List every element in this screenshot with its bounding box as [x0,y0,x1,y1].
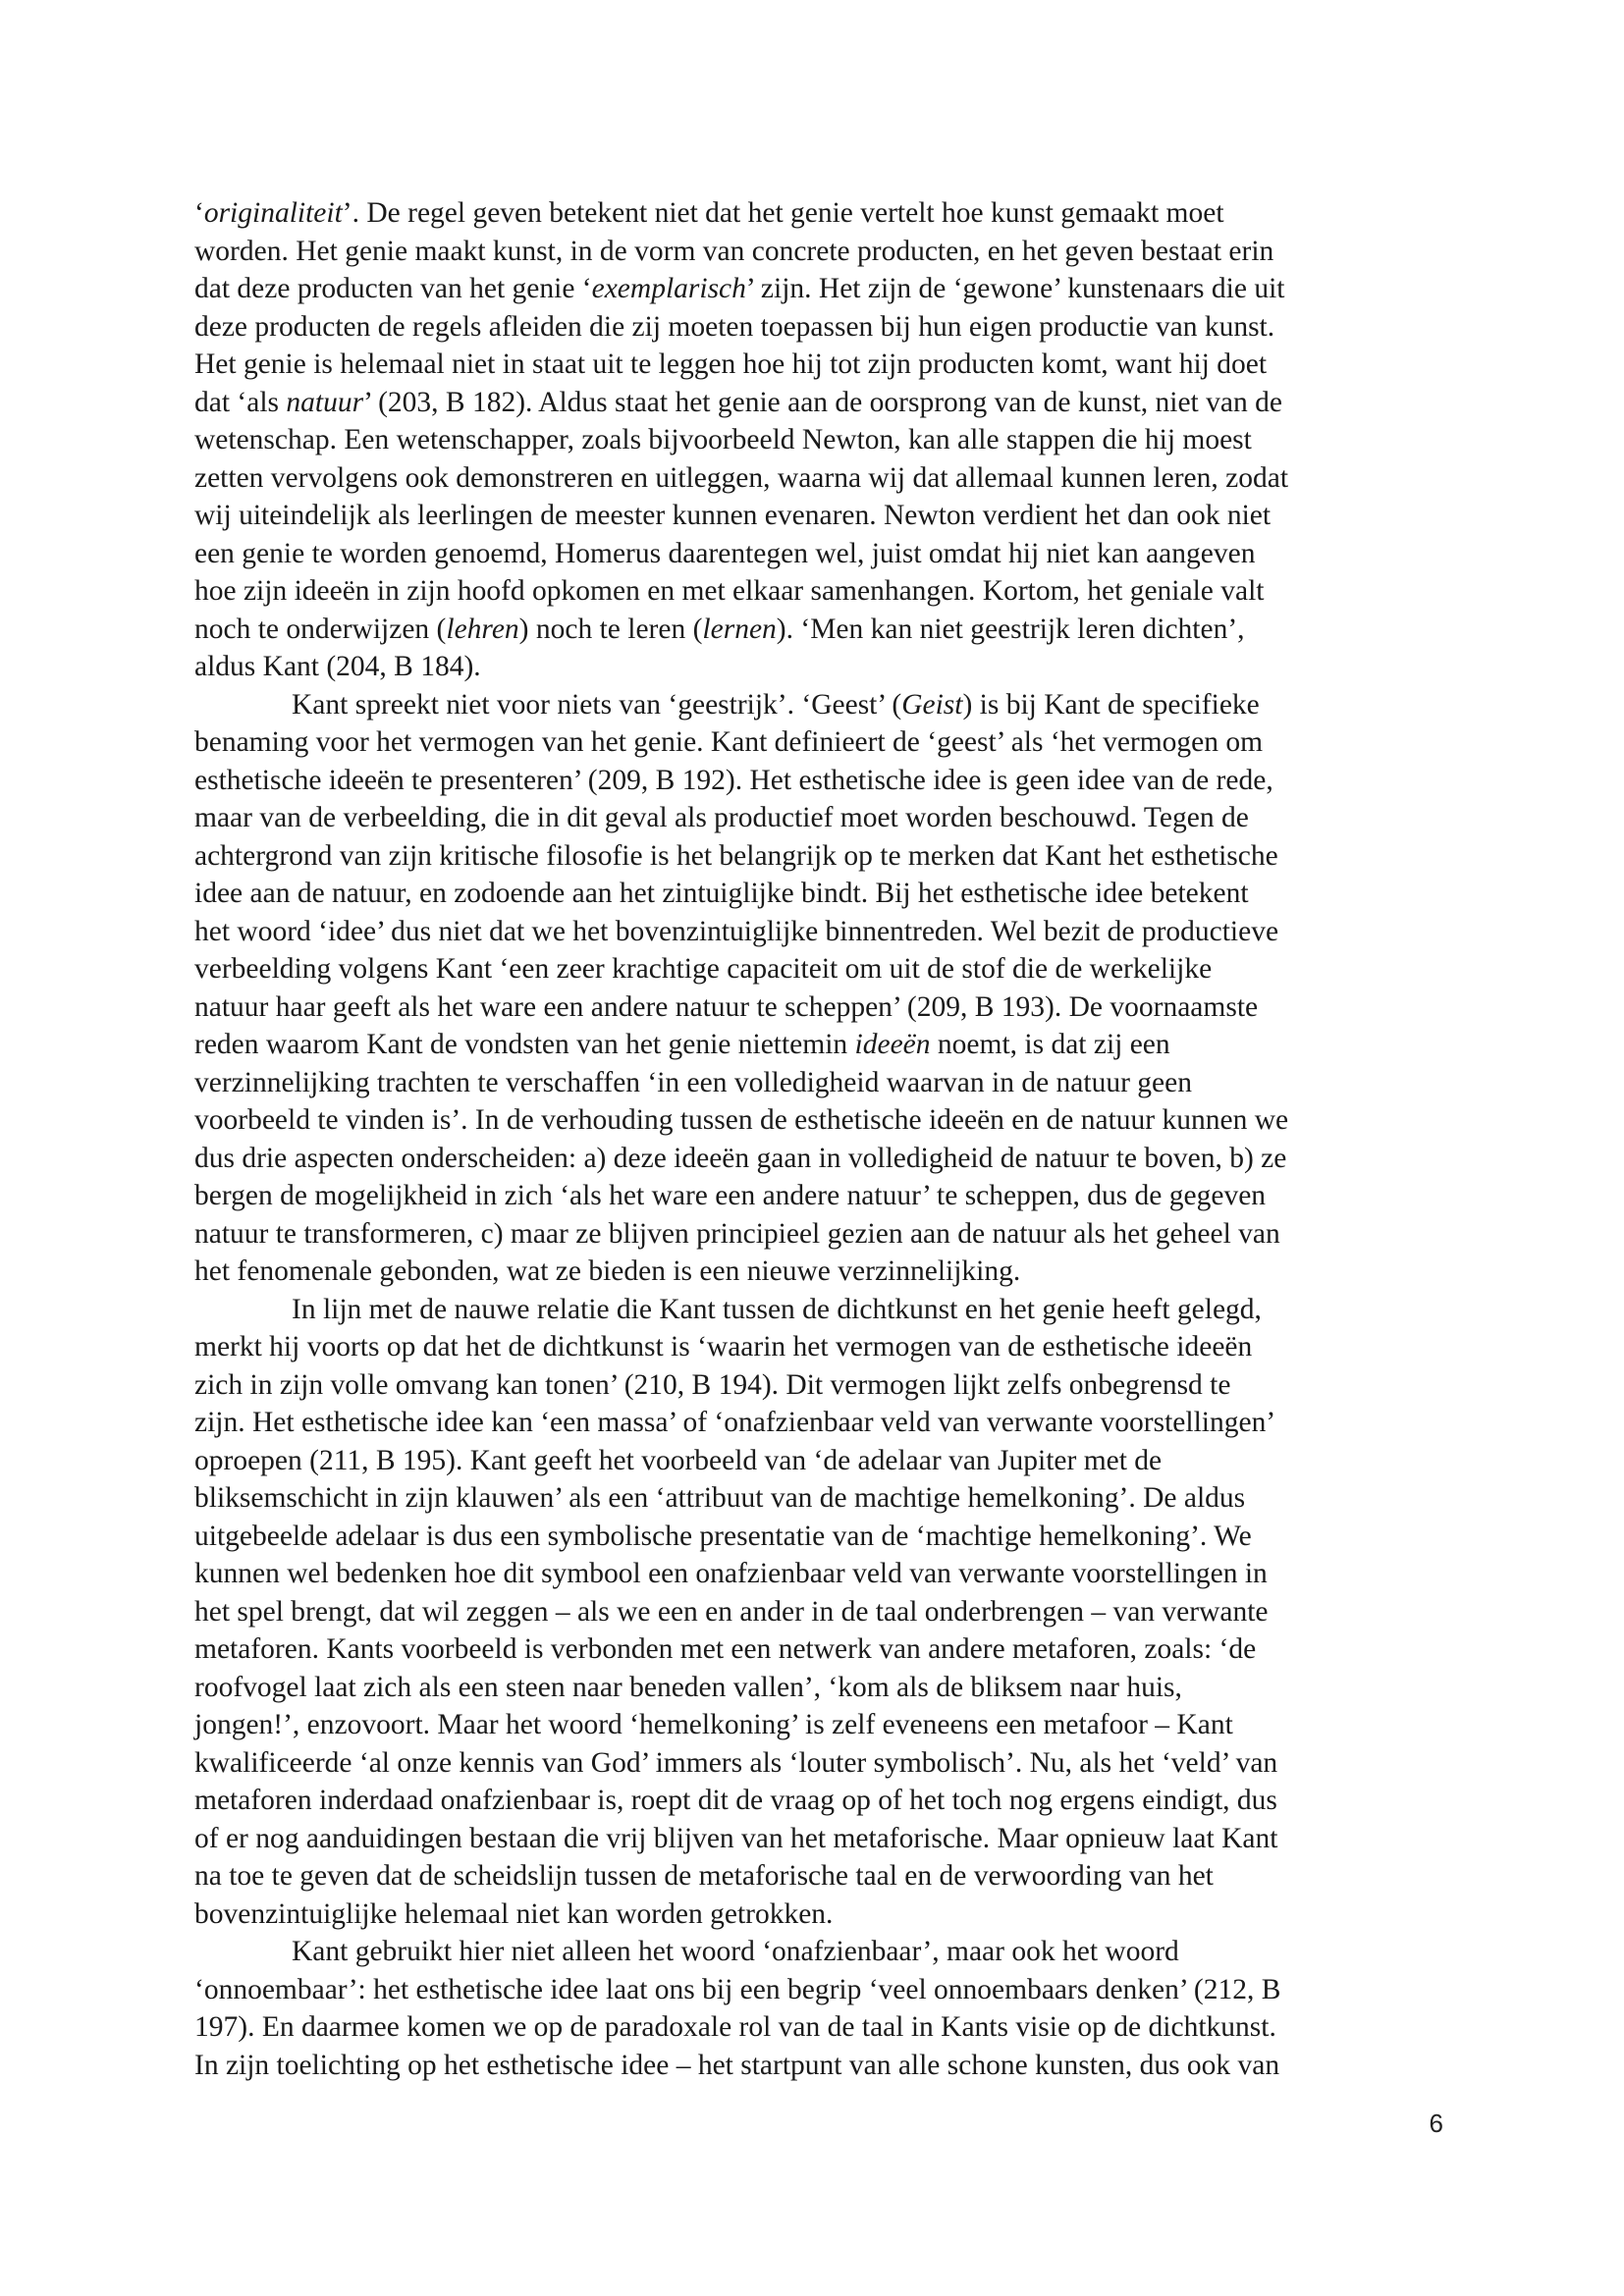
text-line [194,421,1434,459]
text-line [194,535,1434,573]
text-segment: Kant spreekt niet voor niets van ‘geestrijk’. ‘Geest’ ( [292,688,902,721]
text-line [194,611,1434,649]
text-segment: metaforen. Kants voorbeeld is verbonden met een netwerk van andere metaforen, zoals: ‘de [194,1633,1257,1665]
italic-text: lernen [702,613,777,645]
italic-text: natuur [286,386,364,418]
text-line [194,2047,1434,2085]
text-line [194,1555,1434,1593]
italic-text: Geist [901,688,963,721]
text-line [194,1366,1434,1405]
text-segment: het fenomenale gebonden, wat ze bieden is een nieuwe verzinnelijking. [194,1255,1021,1287]
text-segment: natuur haar geeft als het ware een andere natuur te scheppen’ (209, B 193). De voornaamste [194,990,1259,1023]
text-line [194,308,1434,347]
text-segment: verbeelding volgens Kant ‘een zeer krachtige capaciteit om uit de stof die de werkelijke [194,953,1213,985]
text-line [194,2008,1434,2047]
text-segment: wetenschap. Een wetenschapper, zoals bijvoorbeeld Newton, kan alle stappen die hij moest [194,424,1252,455]
text-line [194,1782,1434,1820]
text-segment: ‘onnoembaar’: het esthetische idee laat ons bij een begrip ‘veel onnoembaars denken’ (212, B [194,1973,1281,2005]
text-segment: bovenzintuiglijke helemaal niet kan worden getrokken. [194,1897,834,1930]
text-line [194,1820,1434,1858]
text-segment: het spel brengt, dat wil zeggen – als we een en ander in de taal onderbrengen – van verwante [194,1595,1269,1628]
text-segment: In lijn met de nauwe relatie die Kant tussen de dichtkunst en het genie heeft gelegd, [292,1293,1262,1325]
text-segment: natuur te transformeren, c) maar ze blijven principieel gezien aan de natuur als het geheel van [194,1217,1280,1250]
text-line [194,572,1434,611]
text-segment: achtergrond van zijn kritische filosofie is het belangrijk op te merken dat Kant het esthetische [194,839,1278,872]
text-line [194,1215,1434,1254]
text-line [194,1744,1434,1783]
text-segment: maar van de verbeelding, die in dit geval als productief moet worden beschouwd. Tegen de [194,802,1249,833]
text-segment: hoe zijn ideeën in zijn hoofd opkomen en met elkaar samenhangen. Kortom, het geniale valt [194,575,1265,607]
italic-text: ideeën [854,1029,931,1060]
text-line [194,723,1434,762]
italic-text: originaliteit [203,197,343,229]
text-line [194,913,1434,951]
text-line [194,648,1434,686]
text-line [194,459,1434,498]
text-segment: voorbeeld te vinden is’. In de verhouding tussen de esthetische ideeën en de natuur kunnen we [194,1104,1289,1136]
text-segment: ) is bij Kant de specifieke [962,688,1260,721]
text-segment: uitgebeelde adelaar is dus een symbolische presentatie van de ‘machtige hemelkoning’. We [194,1520,1252,1552]
text-segment: wij uiteindelijk als leerlingen de meester kunnen evenaren. Newton verdient het dan ook niet [194,500,1272,531]
text-segment: ’. De regel geven betekent niet dat het genie vertelt hoe kunst gemaakt moet [342,197,1224,229]
text-line [194,1518,1434,1556]
paragraph-first-line [194,1933,1434,1971]
text-line [194,799,1434,837]
text-segment: In zijn toelichting op het esthetische idee – het startpunt van alle schone kunsten, dus ook van [194,2049,1280,2081]
text-segment: ‘ [194,197,204,229]
text-segment: worden. Het genie maakt kunst, in de vorm van concrete producten, en het geven bestaat erin [194,235,1274,267]
text-line [194,1442,1434,1480]
text-segment: ). ‘Men kan niet geestrijk leren dichten’, [776,613,1245,645]
text-line [194,837,1434,876]
text-segment: zetten vervolgens ook demonstreren en uitleggen, waarna wij dat allemaal kunnen leren, zodat [194,461,1289,494]
text-segment: het woord ‘idee’ dus niet dat we het bovenzintuiglijke binnentreden. Wel bezit de productieve [194,915,1279,947]
text-segment: 197). En daarmee komen we op de paradoxale rol van de taal in Kants visie op de dichtkunst. [194,2011,1276,2043]
text-line [194,1706,1434,1744]
text-line [194,1404,1434,1442]
text-segment: bergen de mogelijkheid in zich ‘als het ware een andere natuur’ te scheppen, dus de gegeven [194,1180,1267,1211]
text-segment: aldus Kant (204, B 184). [194,651,481,682]
text-line [194,346,1434,384]
page-number: 6 [1429,2109,1443,2138]
text-segment: esthetische ideeën te presenteren’ (209, B 192). Het esthetische idee is geen idee van de rede, [194,764,1273,796]
text-segment: Het genie is helemaal niet in staat uit te leggen hoe hij tot zijn producten komt, want hij doet [194,348,1268,380]
text-segment: jongen!’, enzovoort. Maar het woord ‘hemelkoning’ is zelf eveneens een metafoor – Kant [194,1709,1233,1740]
text-line [194,497,1434,535]
text-line [194,1064,1434,1102]
text-line [194,1896,1434,1934]
text-segment: Kant gebruikt hier niet alleen het woord ‘onafzienbaar’, maar ook het woord [292,1936,1179,1967]
text-segment: noch te onderwijzen ( [194,613,447,645]
text-line [194,1593,1434,1631]
text-segment: deze producten de regels afleiden die zij moeten toepassen bij hun eigen productie van kunst. [194,310,1275,343]
text-line [194,1026,1434,1064]
text-segment: of er nog aanduidingen bestaan die vrij blijven van het metaforische. Maar opnieuw laat Kant [194,1822,1278,1854]
text-segment: een genie te worden genoemd, Homerus daarentegen wel, juist omdat hij niet kan aangeven [194,537,1256,569]
text-line [194,1328,1434,1366]
text-segment: verzinnelijking trachten te verschaffen ‘in een volledigheid waarvan in de natuur geen [194,1066,1192,1098]
text-line [194,988,1434,1027]
text-line [194,1479,1434,1518]
text-segment: roofvogel laat zich als een steen naar beneden vallen’, ‘kom als de bliksem naar huis, [194,1671,1182,1703]
text-segment: noemt, is dat zij een [930,1029,1170,1060]
text-segment: ’ zijn. Het zijn de ‘gewone’ kunstenaars die uit [745,273,1285,304]
paragraph-first-line [194,686,1434,724]
text-segment: ) noch te leren ( [518,613,703,645]
text-line [194,384,1434,422]
text-segment: dus drie aspecten onderscheiden: a) deze ideeën gaan in volledigheid de natuur te boven, b) ze [194,1142,1287,1174]
text-segment: reden waarom Kant de vondsten van het genie niettemin [194,1029,855,1060]
text-line [194,194,1434,233]
text-line [194,1857,1434,1896]
text-segment: na toe te geven dat de scheidslijn tussen de metaforische taal en de verwoording van het [194,1860,1214,1892]
text-segment: kunnen wel bedenken hoe dit symbool een onafzienbaar veld van verwante voorstellingen in [194,1558,1268,1589]
text-line [194,233,1434,271]
text-segment: idee aan de natuur, en zodoende aan het zintuiglijke bindt. Bij het esthetische idee betekent [194,878,1249,909]
text-segment: merkt hij voorts op dat het de dichtkunst is ‘waarin het vermogen van de esthetische ideeën [194,1331,1253,1362]
text-segment: dat ‘als [194,386,287,418]
text-line [194,1177,1434,1215]
italic-text: lehren [446,613,519,645]
text-segment: zijn. Het esthetische idee kan ‘een massa’ of ‘onafzienbaar veld van verwante voorstellingen’ [194,1407,1276,1438]
text-line [194,1140,1434,1178]
text-line [194,1669,1434,1707]
text-segment: metaforen inderdaad onafzienbaar is, roept dit de vraag op of het toch nog ergens eindigt, dus [194,1785,1277,1816]
text-segment: oproepen (211, B 195). Kant geeft het voorbeeld van ‘de adelaar van Jupiter met de [194,1444,1163,1476]
paragraph-first-line [194,1291,1434,1329]
text-segment: dat deze producten van het genie ‘ [194,273,592,304]
text-line [194,950,1434,988]
text-line [194,1101,1434,1140]
text-line [194,1971,1434,2009]
text-line [194,1630,1434,1669]
text-segment: kwalificeerde ‘al onze kennis van God’ immers als ‘louter symbolisch’. Nu, als het ‘veld’ van [194,1746,1278,1779]
text-line [194,270,1434,308]
text-line [194,762,1434,800]
text-segment: zich in zijn volle omvang kan tonen’ (210, B 194). Dit vermogen lijkt zelfs onbegrensd te [194,1368,1231,1401]
italic-text: exemplarisch [591,273,746,304]
text-segment: benaming voor het vermogen van het genie. Kant definieert de ‘geest’ als ‘het vermogen om [194,726,1264,758]
text-line [194,1253,1434,1291]
body-text [194,194,1434,2084]
text-segment: ’ (203, B 182). Aldus staat het genie aan de oorsprong van de kunst, niet van de [363,386,1282,418]
text-line [194,875,1434,913]
text-segment: bliksemschicht in zijn klauwen’ als een ‘attribuut van de machtige hemelkoning’. De aldus [194,1482,1246,1514]
